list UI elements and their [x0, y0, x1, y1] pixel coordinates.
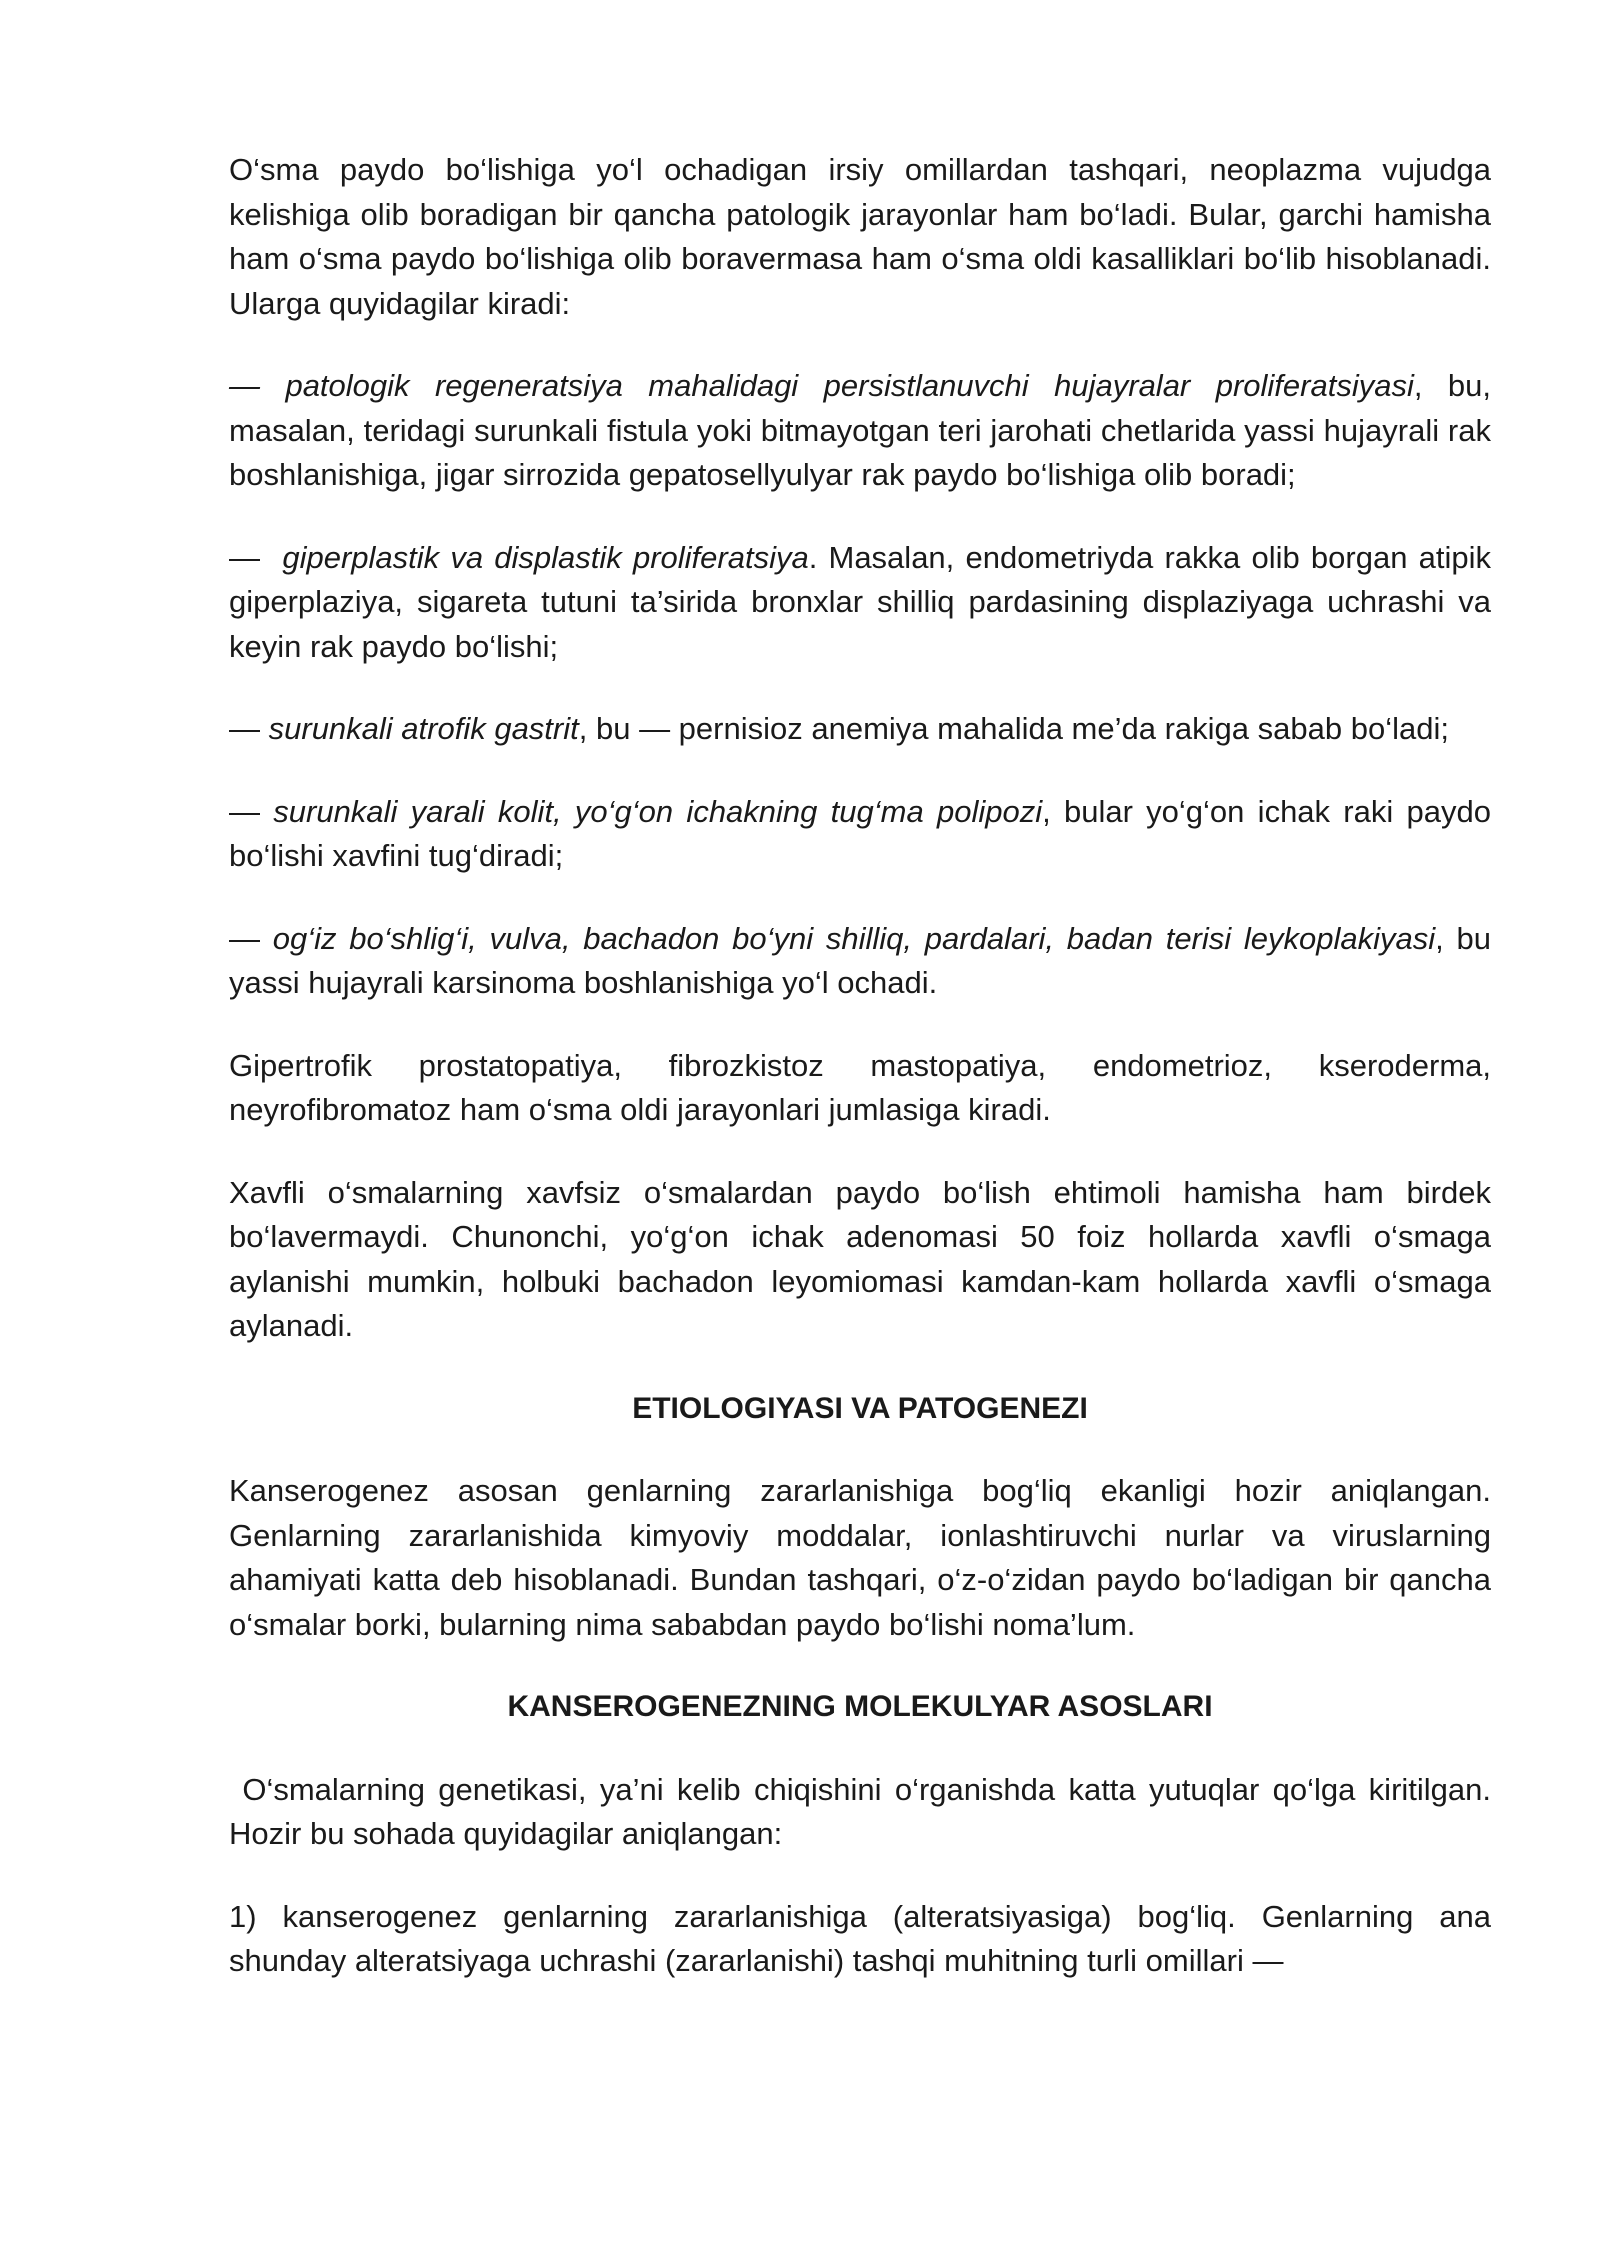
paragraph-tumor-genetics: O‘smalarning genetikasi, ya’ni kelib chiqishini o‘rganishda katta yutuqlar qo‘lga kiritilgan. Hozir bu sohada quyidagilar aniqlangan:	[229, 1771, 1500, 1851]
paragraph-text: , bu — pernisioz anemiya mahalida me’da rakiga sabab bo‘ladi;	[578, 711, 1449, 746]
section-heading-molecular-basis: KANSEROGENEZNING MOLEKULYAR ASOSLARI	[507, 1690, 1213, 1723]
dash-prefix: —	[229, 711, 269, 746]
dash-prefix: —	[229, 793, 274, 829]
paragraph-malignant-transformation: Xavfli o‘smalarning xavfsiz o‘smalardan paydo bo‘lish ehtimoli hamisha ham birdek bo‘lavermaydi. Chunonchi, yo‘g‘on ichak adenomasi 50 foiz hollarda xavfli o‘smaga aylanishi mumkin, holbuki bachadon leyomiomasi kamdan-kam hollarda xavfli o‘smaga aylanadi.	[229, 1174, 1491, 1343]
dash-prefix: —	[229, 920, 273, 956]
italic-term: og‘iz bo‘shlig‘i, vulva, bachadon bo‘yni shilliq, pardalari, badan terisi leykoplakiyasi	[272, 920, 1436, 956]
list-item-atrophic-gastritis	[229, 707, 1491, 752]
list-item-leukoplakia	[229, 917, 1491, 1006]
italic-term: — patologik regeneratsiya mahalidagi persistlanuvchi hujayralar proliferatsiyasi	[229, 368, 1414, 403]
paragraph-text: , bu yassi hujayrali karsinoma boshlanishiga yo‘l ochadi.	[229, 920, 1491, 1000]
list-item-pathologic-regeneration	[229, 364, 1491, 498]
document-page	[229, 148, 1500, 1984]
section-heading-etiology: ETIOLOGIYASI VA PATOGENEZI	[632, 1391, 1088, 1425]
italic-term: giperplastik va displastik proliferatsiya	[282, 539, 809, 575]
list-item-hyperplastic-proliferation	[229, 536, 1491, 670]
italic-term: surunkali yarali kolit, yo‘g‘on ichakning tug‘ma polipozi	[273, 793, 1043, 829]
paragraph-numbered-1: 1) kanserogenez genlarning zararlanishiga (alteratsiyasiga) bog‘liq. Genlarning ana shunday alteratsiyaga uchrashi (zararlanishi) tashqi muhitning turli omillari —	[229, 1898, 1491, 1978]
paragraph-precancer-processes: Gipertrofik prostatopatiya, fibrozkistoz mastopatiya, endometrioz, kseroderma, neyrofibromatoz ham o‘sma oldi jarayonlari jumlasiga kiradi.	[229, 1047, 1491, 1127]
paragraph-text: , bu, masalan, teridagi surunkali fistula yoki bitmayotgan teri jarohati chetlarida yassi hujayrali rak boshlanishiga, jigar sirrozida gepatosellyulyar rak paydo bo‘lishiga olib boradi;	[229, 368, 1491, 492]
dash-prefix: —	[229, 539, 283, 575]
paragraph-carcinogenesis: Kanserogenez asosan genlarning zararlanishiga bog‘liq ekanligi hozir aniqlangan. Genlarning zararlanishida kimyoviy moddalar, ionlashtiruvchi nurlar va viruslarning ahamiyati katta deb hisoblanadi. Bundan tashqari, o‘z-o‘zidan paydo bo‘ladigan bir qancha o‘smalar borki, bularning nima sababdan paydo bo‘lishi noma’lum.	[229, 1473, 1491, 1642]
italic-term: surunkali atrofik gastrit	[268, 711, 579, 746]
list-item-ulcerative-colitis	[229, 790, 1491, 879]
paragraph-text: . Masalan, endometriyda rakka olib borgan atipik giperplaziya, sigareta tutuni ta’sirida bronxlar shilliq pardasining displaziyaga uchrashi va keyin rak paydo bo‘lishi;	[229, 539, 1491, 664]
paragraph-text: , bular yo‘g‘on ichak raki paydo bo‘lishi xavfini tug‘diradi;	[229, 793, 1491, 873]
paragraph-intro: O‘sma paydo bo‘lishiga yo‘l ochadigan irsiy omillardan tashqari, neoplazma vujudga kelishiga olib boradigan bir qancha patologik jarayonlar ham bo‘ladi. Bular, garchi hamisha ham o‘sma paydo bo‘lishiga olib boravermasa ham o‘sma oldi kasalliklari bo‘lib hisoblanadi. Ularga quyidagilar kiradi:	[229, 152, 1491, 321]
